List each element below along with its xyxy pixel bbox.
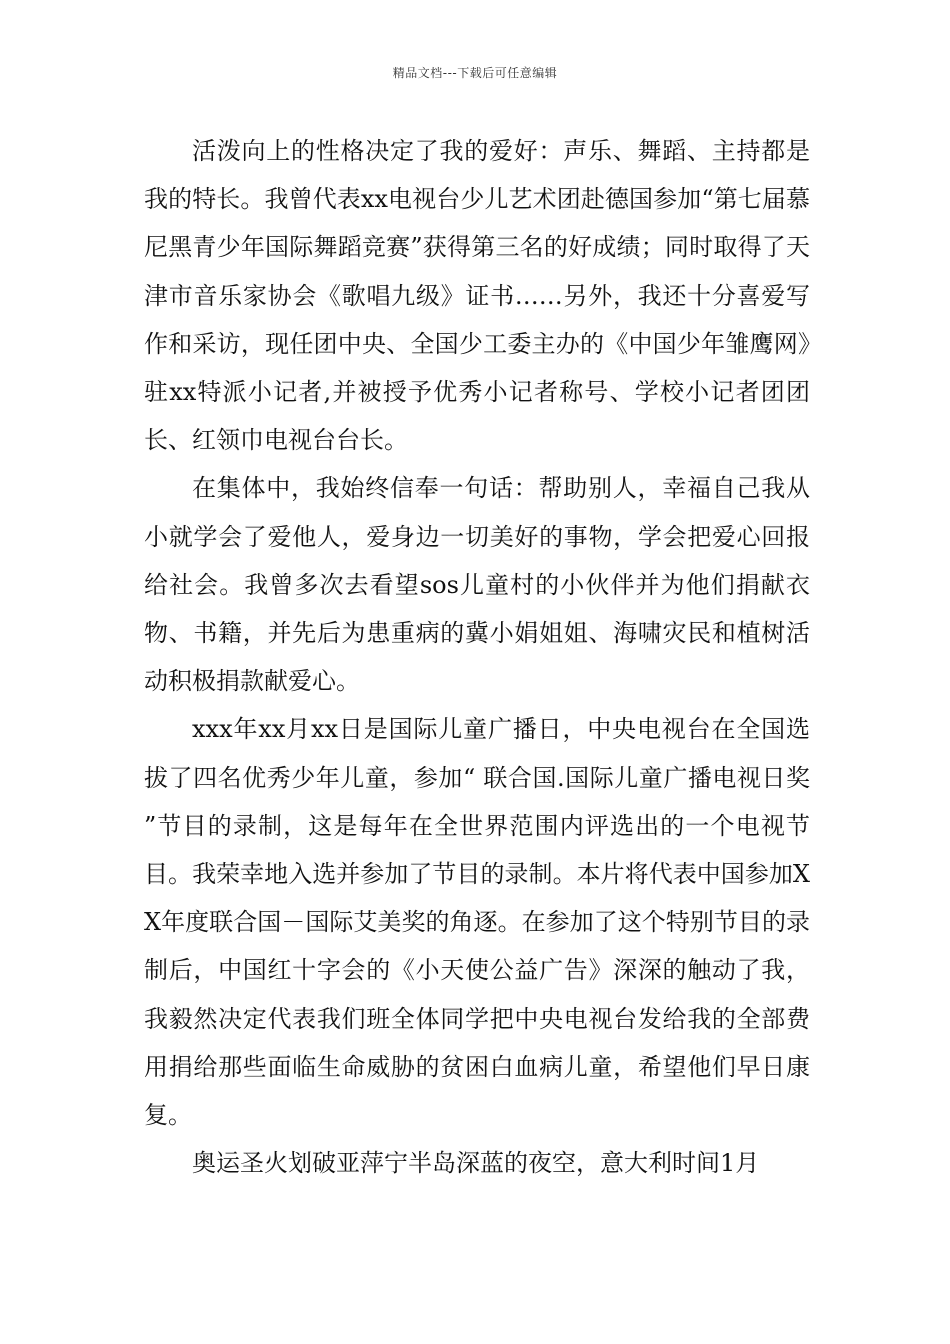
body-text	[144, 127, 810, 1187]
paragraph-olympic-torch: 奥运圣火划破亚萍宁半岛深蓝的夜空，意大利时间1月	[192, 1149, 760, 1178]
paragraph-helping-others: 在集体中，我始终信奉一句话：帮助别人，幸福自己我从小就学会了爱他人，爱身边一切美好的事物，学会把爱心回报给社会。我曾多次去看望sos儿童村的小伙伴并为他们捐献衣物、书籍，并先后为患重病的冀小娟姐姐、海啸灾民和植树活动积极捐款献爱心。	[144, 474, 810, 696]
paragraph-broadcast-day: xxx年xx月xx日是国际儿童广播日，中央电视台在全国选拔了四名优秀少年儿童，参加“ 联合国.国际儿童广播电视日奖 ”节目的录制，这是每年在全世界范围内评选出的一个电视节目。我荣幸地入选并参加了节目的录制。本片将代表中国参加XX年度联合国－国际艾美奖的角逐。在参加了这个特别节目的录制后，中国红十字会的《小天使公益广告》深深的触动了我，我毅然决定代表我们班全体同学把中央电视台发给我的全部费用捐给那些面临生命威胁的贫困白血病儿童，希望他们早日康复。	[144, 715, 810, 1130]
paragraph-hobbies: 活泼向上的性格决定了我的爱好：声乐、舞蹈、主持都是我的特长。我曾代表xx电视台少儿艺术团赴德国参加“第七届慕尼黑青少年国际舞蹈竞赛”获得第三名的好成绩；同时取得了天津市音乐家协会《歌唱九级》证书……另外，我还十分喜爱写作和采访，现任团中央、全国少工委主办的《中国少年雏鹰网》驻xx特派小记者,并被授予优秀小记者称号、学校小记者团团长、红领巾电视台台长。	[144, 137, 810, 455]
running-header: 精品文档---下载后可任意编辑	[392, 66, 558, 80]
